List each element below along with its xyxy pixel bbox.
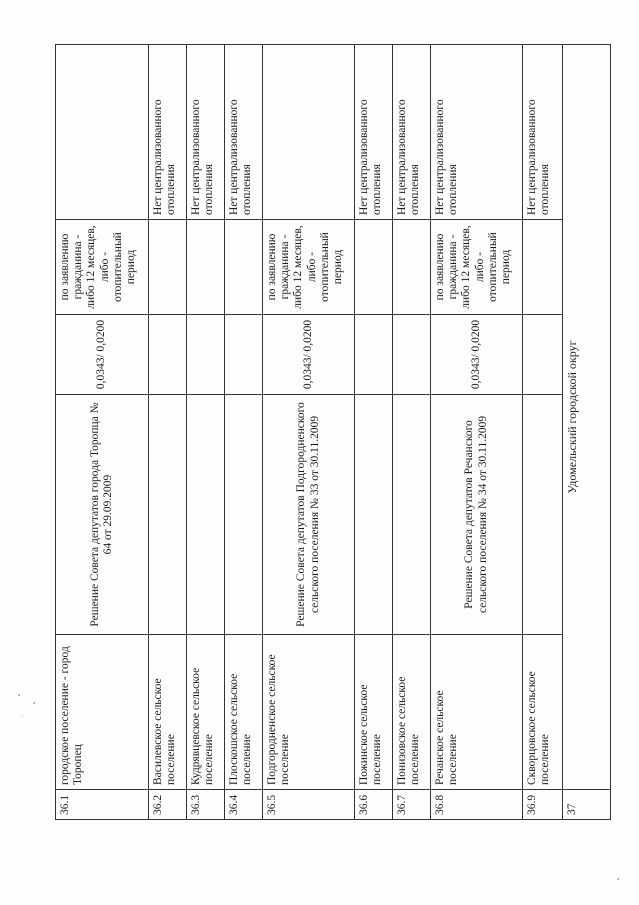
rate-cell (225, 315, 263, 395)
document-cell (523, 395, 563, 635)
heating-cell: Нет централизованного отопления (187, 45, 225, 220)
row-number: 36.5 (263, 790, 355, 820)
document-cell (149, 395, 187, 635)
table-row (523, 45, 563, 820)
municipality-cell: Понизовское сельское поселение (393, 635, 431, 790)
period-cell: по заявлению гражданина - либо 12 месяцев, либо - отопительный период (263, 220, 355, 315)
period-cell (149, 220, 187, 315)
table-row (225, 45, 263, 820)
scan-speck (617, 878, 619, 880)
table-row (149, 45, 187, 820)
document-cell (355, 395, 393, 635)
row-number: 36.6 (355, 790, 393, 820)
section-title: Удомельский городской округ (563, 45, 611, 790)
rate-cell: 0,0343/ 0,0200 (263, 315, 355, 395)
rate-cell (355, 315, 393, 395)
row-number: 36.7 (393, 790, 431, 820)
rotated-table-wrapper (55, 45, 610, 820)
period-cell (225, 220, 263, 315)
table-row (393, 45, 431, 820)
table-row (187, 45, 225, 820)
document-cell (393, 395, 431, 635)
municipality-cell: Скворцовское сельское поселение (523, 635, 563, 790)
rate-cell (523, 315, 563, 395)
rate-cell (149, 315, 187, 395)
municipality-cell: Подгородненское сельское поселение (263, 635, 355, 790)
heating-cell: Нет централизованного отопления (431, 45, 523, 220)
heating-cell (263, 45, 355, 220)
rate-cell (393, 315, 431, 395)
document-cell: Решение Совета депутатов города Торопца № 64 от 29.09.2009 (56, 395, 149, 635)
municipality-cell: Кудрявцевское сельское поселение (187, 635, 225, 790)
rotated-table-region (55, 45, 610, 820)
heating-norms-table (55, 44, 611, 820)
municipality-cell: Василевское сельское поселение (149, 635, 187, 790)
row-number: 36.2 (149, 790, 187, 820)
period-cell: по заявлению гражданина - либо 12 месяцев, либо - отопительный период (431, 220, 523, 315)
period-cell (187, 220, 225, 315)
footer-row (563, 45, 611, 820)
heating-cell: Нет централизованного отопления (355, 45, 393, 220)
scan-speck (18, 694, 20, 696)
table-row (431, 45, 523, 820)
document-cell (187, 395, 225, 635)
document-cell: Решение Совета депутатов Речанского сельского поселения № 34 от 30.11.2009 (431, 395, 523, 635)
scan-speck (22, 715, 23, 716)
municipality-cell: Плоскошское сельское поселение (225, 635, 263, 790)
period-cell (355, 220, 393, 315)
row-number: 37 (563, 790, 611, 820)
period-cell (393, 220, 431, 315)
table-row (355, 45, 393, 820)
document-cell: Решение Совета депутатов Подгородненского сельского поселения № 33 от 30.11.2009 (263, 395, 355, 635)
rate-cell: 0,0343/ 0,0200 (431, 315, 523, 395)
heating-cell: Нет централизованного отопления (225, 45, 263, 220)
municipality-cell: Речанское сельское поселение (431, 635, 523, 790)
row-number: 36.8 (431, 790, 523, 820)
row-number: 36.3 (187, 790, 225, 820)
municipality-cell: Пожинское сельское поселение (355, 635, 393, 790)
table-row (56, 45, 149, 820)
municipality-cell: городское поселение - город Торопец (56, 635, 149, 790)
rate-cell: 0,0343/ 0,0200 (56, 315, 149, 395)
document-cell (225, 395, 263, 635)
heating-cell: Нет централизованного отопления (523, 45, 563, 220)
period-cell: по заявлению гражданина - либо 12 месяцев, либо - отопительный период (56, 220, 149, 315)
scan-speck (33, 702, 35, 704)
row-number: 36.9 (523, 790, 563, 820)
heating-cell: Нет централизованного отопления (149, 45, 187, 220)
heating-cell: Нет централизованного отопления (393, 45, 431, 220)
table-row (263, 45, 355, 820)
row-number: 36.1 (56, 790, 149, 820)
row-number: 36.4 (225, 790, 263, 820)
rate-cell (187, 315, 225, 395)
period-cell (523, 220, 563, 315)
heating-cell (56, 45, 149, 220)
